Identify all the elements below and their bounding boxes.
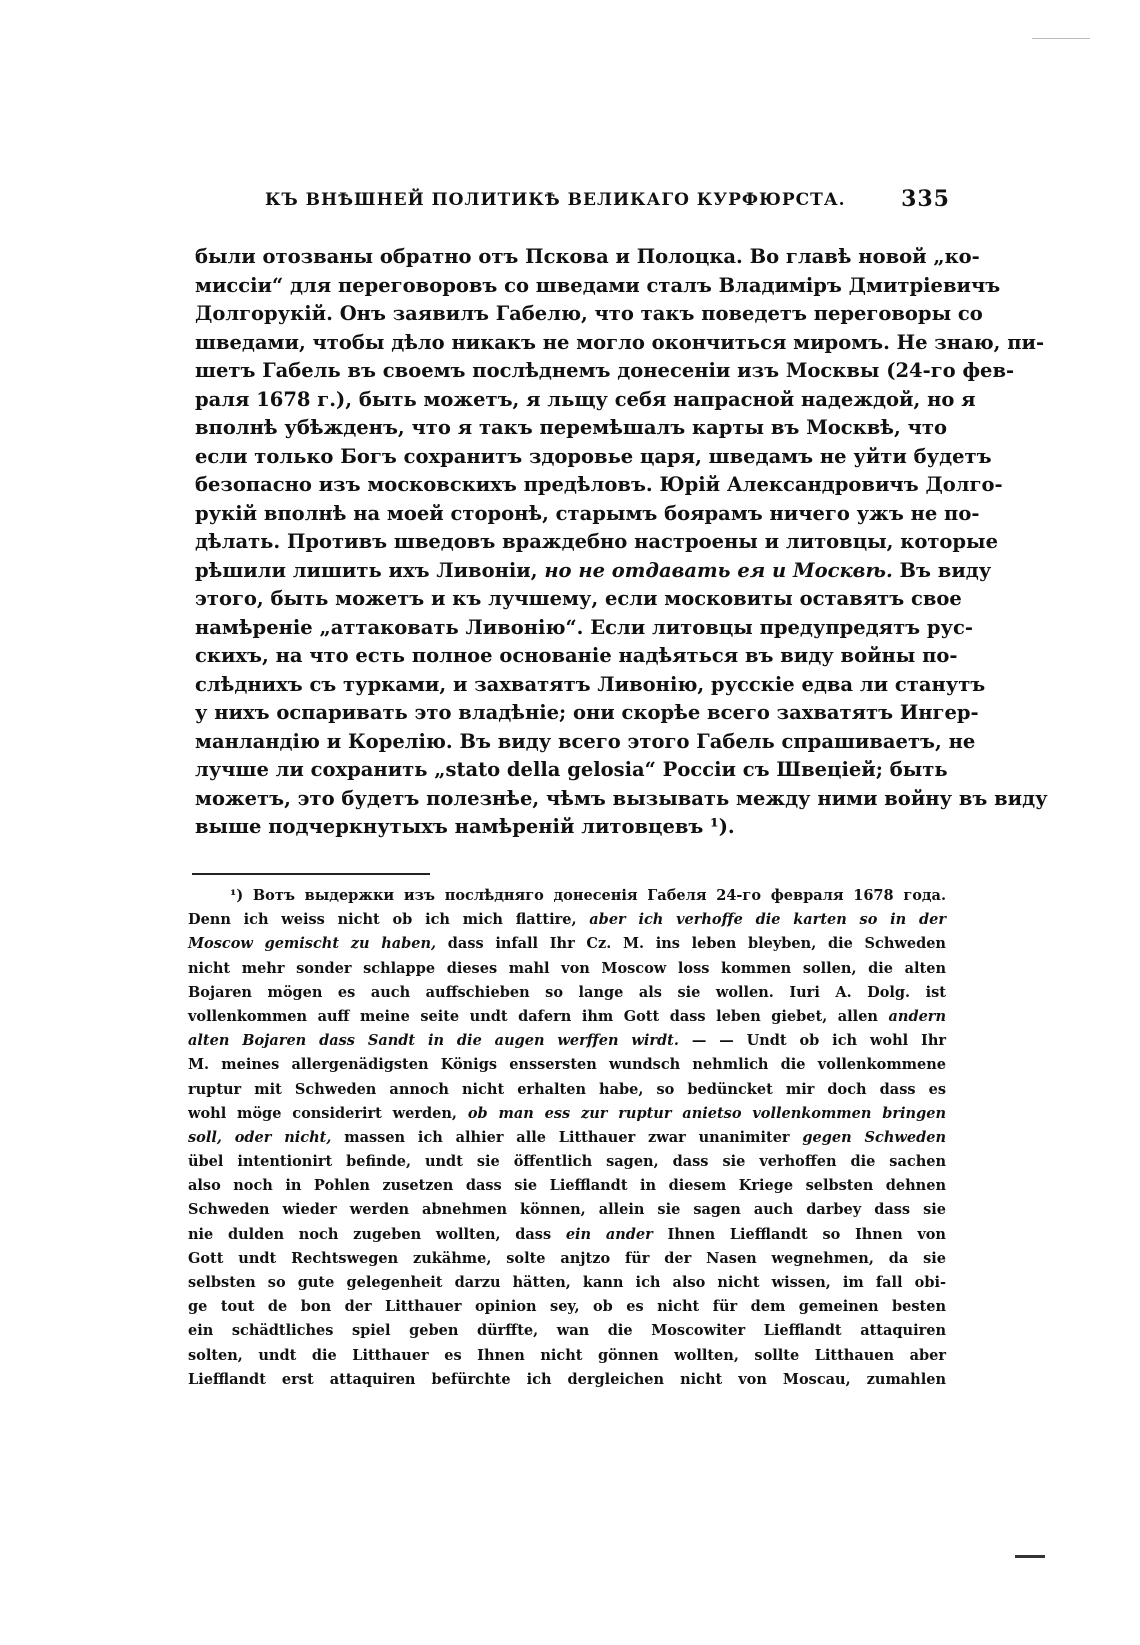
- footnote-line: Schweden wieder werden abnehmen können, allein sie sagen auch darbey dass sie: [188, 1201, 946, 1219]
- footnote-line: solten, undt die Litthauer es Ihnen nicht gönnen wollten, sollte Litthauen aber: [188, 1346, 946, 1364]
- footnote-line: [188, 908, 946, 932]
- text-line: у нихъ оспаривать это владѣніе; они скорѣе всего захватятъ Ингер-: [195, 701, 979, 724]
- emphasis: aber ich verhoffe die karten so in der: [589, 911, 946, 929]
- text-line: были отозваны обратно отъ Пскова и Полоцка. Во главѣ новой „ко-: [195, 245, 980, 268]
- text-line: раля 1678 г.), быть можетъ, я льщу себя напрасной надеждой, но я: [195, 387, 976, 411]
- page-header: [265, 186, 950, 216]
- text-line: дѣлать. Противъ шведовъ враждебно настроены и литовцы, которые: [195, 530, 999, 553]
- text-line: шведами, чтобы дѣло никакъ не могло окончиться миромъ. Не знаю, пи-: [195, 330, 1045, 354]
- emphasis: Moscow gemischt zu haben,: [188, 935, 437, 953]
- emphasis: ob man ess zur ruptur anietso vollenkommen bringen: [467, 1104, 946, 1122]
- text-line: [195, 557, 992, 586]
- footnote-line: also noch in Pohlen zusetzen dass sie Liefflandt in diesem Kriege selbsten dehnen: [188, 1177, 946, 1195]
- text-line: слѣднихъ съ турками, и захватятъ Ливонію, русскіе едва ли станутъ: [195, 672, 986, 696]
- footnote-line: Gott undt Rechtswegen zukähme, solte anjtzo für der Nasen wegnehmen, da sie: [188, 1249, 946, 1267]
- scan-mark: [1015, 1555, 1045, 1558]
- text-segment: nie dulden noch zugeben wollten, dass: [188, 1225, 552, 1243]
- emphasis: но не отдавать ея и Москвѣ.: [544, 558, 893, 582]
- text-segment: Denn ich weiss nicht ob ich mich flattire,: [188, 911, 577, 929]
- emphasis: alten Bojaren dass Sandt in die augen werffen wirdt.: [188, 1032, 679, 1050]
- footnote-line: ein schädtliches spiel geben dürffte, wan die Moscowiter Liefflandt attaquiren: [188, 1322, 946, 1340]
- text-line: если только Богъ сохранитъ здоровье царя, шведамъ не уйти будетъ: [195, 444, 992, 468]
- scan-mark: [1032, 38, 1090, 39]
- footnote-line: ruptur mit Schweden annoch nicht erhalten habe, so bedüncket mir doch dass es: [188, 1080, 946, 1098]
- running-title: КЪ ВНѢШНЕЙ ПОЛИТИКѢ ВЕЛИКАГО КУРФЮРСТА.: [265, 190, 846, 210]
- text-segment: Въ виду: [899, 558, 992, 582]
- footnote-line: nicht mehr sonder schlappe dieses mahl von Moscow loss kommen sollen, die alten: [188, 959, 946, 977]
- emphasis: gegen Schweden: [802, 1128, 946, 1146]
- text-line: Долгорукій. Онъ заявилъ Габелю, что такъ поведетъ переговоры со: [195, 302, 983, 325]
- footnote-line: [188, 1102, 946, 1126]
- text-line: этого, быть можетъ и къ лучшему, если московиты оставятъ свое: [195, 587, 962, 610]
- text-segment: dass infall Ihr Cz. M. ins leben bleyben, die Schweden: [447, 935, 946, 953]
- footnote-line: ¹) Вотъ выдержки изъ послѣдняго донесенія Габеля 24-го февраля 1678 года.: [230, 887, 946, 904]
- text-line: намѣреніе „аттаковать Ливонію“. Если литовцы предупредятъ рус-: [195, 615, 973, 639]
- footnote-line: [188, 1126, 946, 1150]
- text-line: шетъ Габель въ своемъ послѣднемъ донесеніи изъ Москвы (24-го фев-: [195, 359, 1015, 382]
- footnote: [188, 884, 946, 1392]
- text-line: манландію и Корелію. Въ виду всего этого Габель спрашиваетъ, не: [195, 729, 976, 753]
- emphasis: ein ander: [565, 1225, 653, 1243]
- footnote-line: [188, 932, 946, 956]
- footnote-line: M. meines allergenädigsten Königs ensserstеn wundsch nehmlich die vollenkommene: [188, 1056, 946, 1074]
- emphasis: soll, oder nicht,: [188, 1128, 332, 1146]
- text-line: миссіи“ для переговоровъ со шведами сталъ Владиміръ Дмитріевичъ: [195, 273, 1001, 297]
- page-number: 335: [901, 186, 950, 212]
- text-line: выше подчеркнутыхъ намѣреній литовцевъ ¹).: [195, 815, 735, 838]
- footnote-line: [188, 1223, 946, 1247]
- text-segment: Ihnen Liefflandt so Ihnen von: [667, 1225, 946, 1243]
- text-segment: wohl möge considerirt werden,: [188, 1104, 457, 1122]
- text-line: лучше ли сохранить „stato della gelosia“ Россіи съ Швеціей; быть: [195, 758, 948, 781]
- text-segment: — — Undt ob ich wohl Ihr: [691, 1032, 946, 1050]
- footnote-line: selbsten so gute gelegenheit darzu hätten, kann ich also nicht wissen, im fall obi-: [188, 1274, 946, 1291]
- text-line: безопасно изъ московскихъ предѣловъ. Юрій Александровичъ Долго-: [195, 473, 1003, 496]
- footnote-line: ge tout de bon der Litthauer opinion sey, ob es nicht für dem gemeinen besten: [188, 1298, 946, 1316]
- text-line: скихъ, на что есть полное основаніе надѣяться въ виду войны по-: [195, 644, 958, 667]
- footnote-line: Liefflandt erst attaquiren befürchte ich dergleichen nicht von Moscau, zumahlen: [188, 1370, 946, 1388]
- footnote-rule: [192, 873, 430, 875]
- text-segment: vollenkommen auff meine seite undt dafern ihm Gott dass leben giebet, allen: [188, 1007, 878, 1025]
- footnote-line: [188, 1029, 946, 1053]
- text-segment: massen ich alhier alle Litthauer zwar unanimiter: [344, 1128, 790, 1146]
- emphasis: andern: [888, 1007, 946, 1025]
- text-segment: рѣшили лишить ихъ Ливоніи,: [195, 558, 538, 582]
- text-line: вполнѣ убѣжденъ, что я такъ перемѣшалъ карты въ Москвѣ, что: [195, 416, 947, 439]
- text-line: можетъ, это будетъ полезнѣе, чѣмъ вызывать между ними войну въ виду: [195, 786, 1048, 810]
- text-line: рукій вполнѣ на моей сторонѣ, старымъ боярамъ ничего ужъ не по-: [195, 501, 980, 525]
- main-text: [195, 243, 1048, 842]
- footnote-line: Bojaren mögen es auch auffschieben so lange als sie wollen. Iuri A. Dolg. ist: [188, 983, 946, 1001]
- footnote-line: übel intentionirt befinde, undt sie öffentlich sagen, dass sie verhoffen die sachen: [188, 1153, 946, 1171]
- footnote-line: [188, 1005, 946, 1029]
